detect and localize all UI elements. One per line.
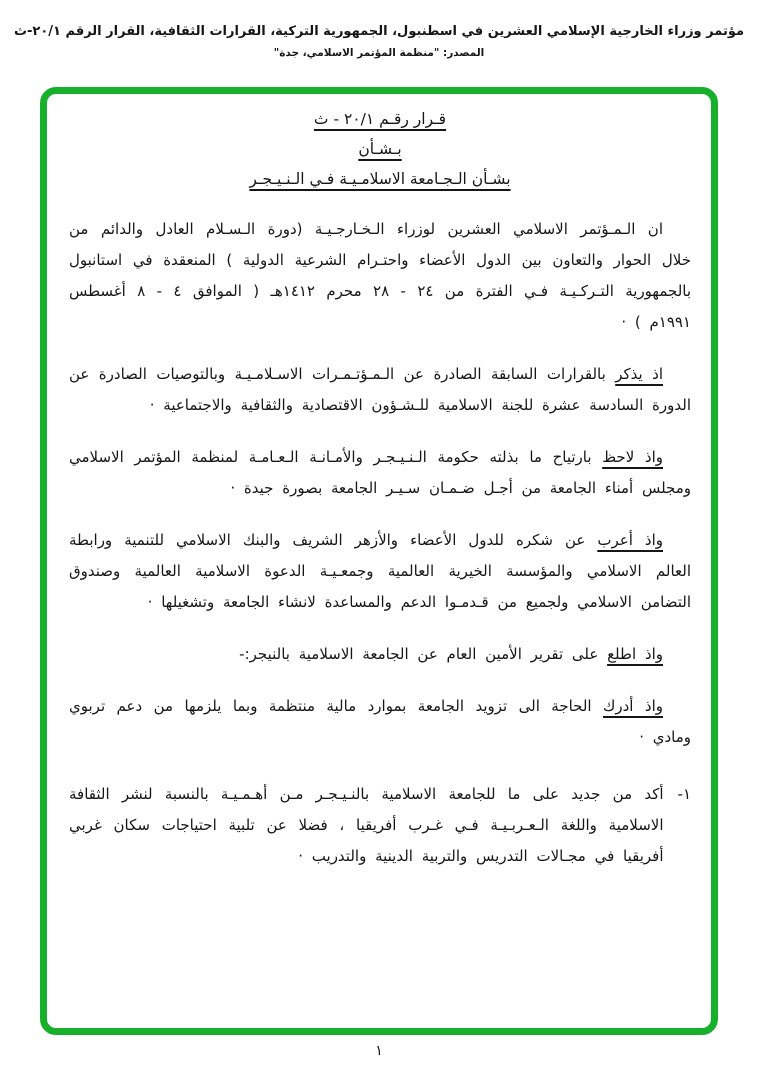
paragraph-text: ان الـمـؤتمر الاسلامي العشرين لوزراء الـخـارجـيـة (دورة الـسـلام العادل والدائم من خلال الحوار والتعاون بين الدول الأعضاء واحتـرام الشرعية الدولية ) المنعقدة في استانبول بالجمهورية التـركـيـة فـي الفترة من ٢٤ - ٢٨ محرم ١٤١٢هـ ( الموافق ٤ - ٨ أغسطس ١٩٩١م ) · — [69, 220, 691, 331]
paragraph-text: بارتياح ما بذلته حكومة الـنـيـجـر والأمـانـة الـعـامـة لمنظمة المؤتمر الاسلامي ومجلس أمناء الجامعة من أجـل ضـمـان سـيـر الجامعة بصورة جيدة · — [69, 448, 691, 497]
green-border-frame — [40, 87, 718, 1035]
paragraph-text: بالقرارات السابقة الصادرة عن الـمـؤتـمـرات الاسـلامـيـة وبالتوصيات الصادرة عن الدورة السادسة عشرة للجنة الاسلامية للـشـؤون الاقتصادية والثقافية والاجتماعية · — [69, 365, 691, 414]
document-header — [0, 24, 758, 59]
document-body — [69, 104, 691, 1022]
item-text: أكد من جديد على ما للجامعة الاسلامية بالنـيـجـر مـن أهـمـيـة بالنسبة لنشر الثقافة الاسلامية واللغة الـعـربـيـة فـي غـرب أفريقيا ، فضلا عن تلبية احتياجات سكان غربي أفريقيا في مجـالات التدريس والتربية الدينية والتدريب · — [69, 785, 664, 865]
subject-label: بـشـأن — [358, 140, 402, 158]
paragraph-lead: واذ أدرك — [603, 697, 663, 715]
paragraph-text: على تقرير الأمين العام عن الجامعة الاسلامية بالنيجر:- — [239, 645, 608, 663]
recalling-paragraph — [69, 359, 691, 421]
paragraph-lead: واذ لاحظ — [602, 448, 663, 466]
paragraph-lead: واذ اطلع — [607, 645, 663, 663]
paragraph-lead: واذ أعرب — [597, 531, 663, 549]
title-block — [69, 104, 691, 194]
subject-title: بشـأن الـجـامعة الاسلامـيـة فـي الـنـيـجـر — [249, 170, 511, 188]
thanking-paragraph — [69, 525, 691, 618]
resolution-number-title: قـرار رقـم ٢٠/١ - ث — [313, 110, 447, 128]
item-number: ١- — [677, 785, 691, 803]
page-number: ١ — [375, 1043, 383, 1059]
header-conference-title: مؤتمر وزراء الخارجية الإسلامي العشرين في اسطنبول، الجمهورية التركية، القرارات الثقافية، القرار الرقم ٢٠/١-ث — [13, 24, 745, 39]
paragraph-text: عن شكره للدول الأعضاء والأزهر الشريف والبنك الاسلامي للتنمية ورابطة العالم الاسلامي والمؤسسة الخيرية العالمية وجمعـيـة الدعوة الاسلامية العالمية وصندوق التضامن الاسلامي ولجميع من قـدمـوا الدعم والمساعدة لانشاء الجامعة وتشغيلها · — [69, 531, 691, 611]
header-source: المصدر: "منظمة المؤتمر الاسلامي، جدة" — [273, 47, 485, 59]
numbered-item-1 — [69, 779, 691, 872]
paragraph-text: الحاجة الى تزويد الجامعة بموارد مالية منتظمة وبما يلزمها من دعم تربوي ومادي · — [69, 697, 691, 746]
paragraph-lead: اذ يذكر — [615, 365, 663, 383]
noting-paragraph — [69, 442, 691, 504]
report-paragraph — [69, 639, 691, 670]
preamble-paragraph — [69, 214, 691, 338]
awareness-paragraph — [69, 691, 691, 753]
